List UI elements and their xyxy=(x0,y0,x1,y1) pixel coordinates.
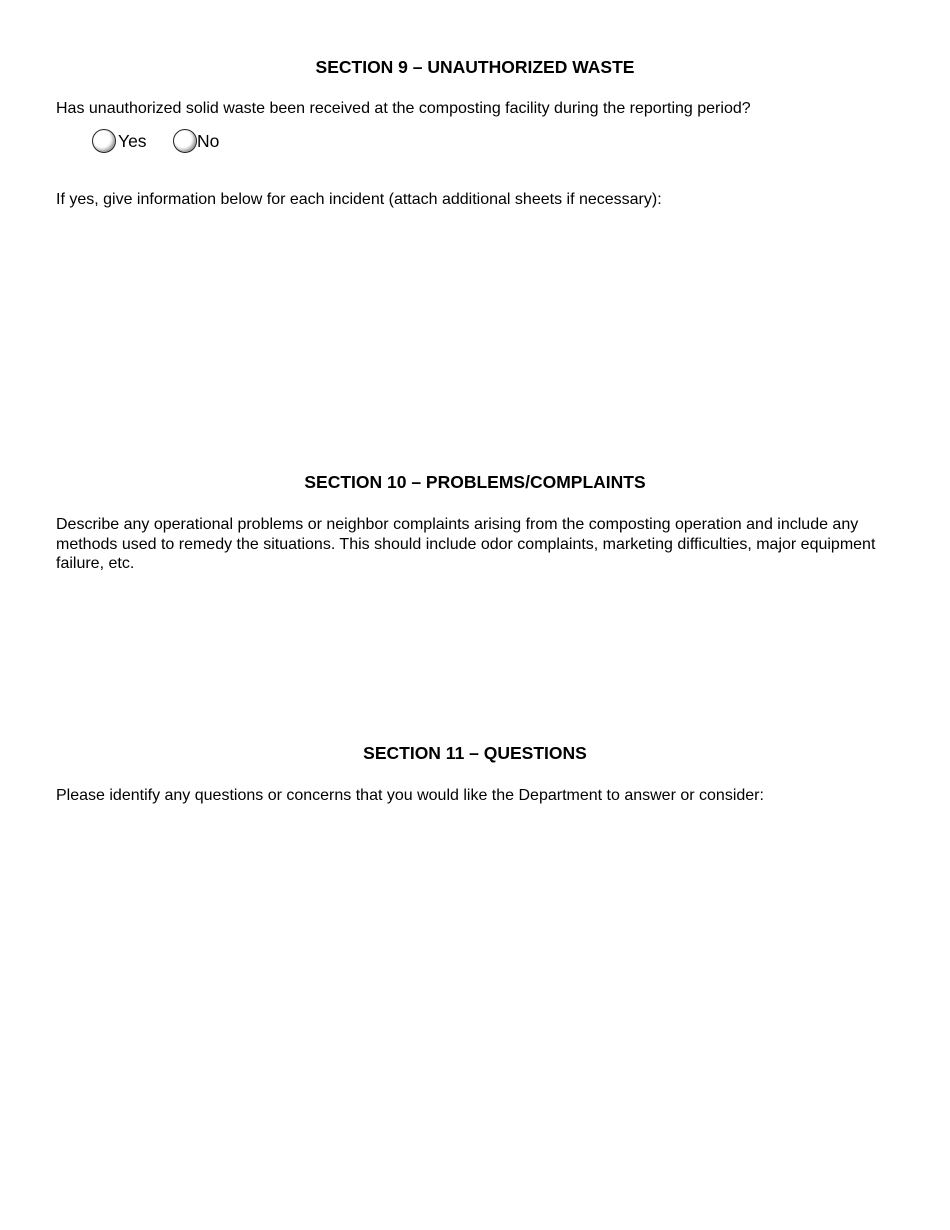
section-9-instruction: If yes, give information below for each incident (attach additional sheets if necessary): xyxy=(56,191,662,208)
section-11-text: Please identify any questions or concerns that you would like the Department to answer or consider: xyxy=(56,787,764,804)
section-10-text: Describe any operational problems or neighbor complaints arising from the composting operation and include any methods used to remedy the situations. This should include odor complaints, marketing difficulties, major equipment failure, etc. xyxy=(56,516,876,572)
radio-yes[interactable] xyxy=(92,129,147,153)
radio-no[interactable] xyxy=(173,129,219,153)
radio-circle-icon[interactable] xyxy=(92,129,116,153)
radio-circle-icon[interactable] xyxy=(173,129,197,153)
section-9-question: Has unauthorized solid waste been received at the composting facility during the reporting period? xyxy=(56,100,751,117)
section-9-heading: SECTION 9 – UNAUTHORIZED WASTE xyxy=(315,57,635,77)
section-10-heading: SECTION 10 – PROBLEMS/COMPLAINTS xyxy=(304,472,646,492)
radio-no-label: No xyxy=(197,130,220,151)
section-11-heading: SECTION 11 – QUESTIONS xyxy=(363,743,587,763)
radio-yes-label: Yes xyxy=(118,130,147,151)
